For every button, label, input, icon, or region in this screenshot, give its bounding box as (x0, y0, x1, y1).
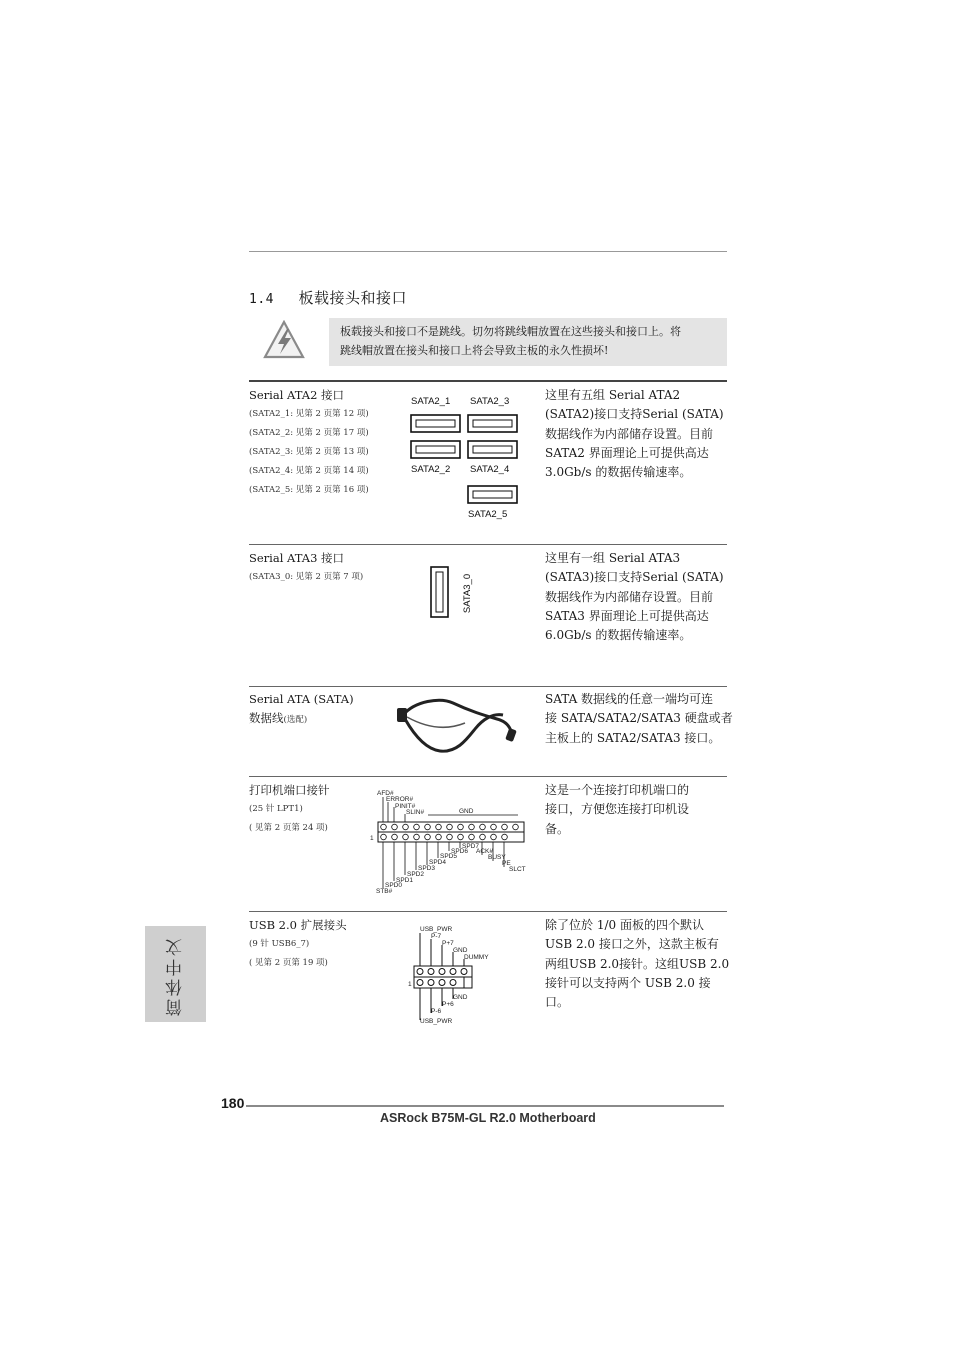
row-divider (249, 544, 727, 545)
usb-refs (249, 935, 328, 973)
lpt-pin-label: SPD7 (462, 843, 479, 850)
lpt-refs (249, 800, 328, 838)
header-rule (249, 251, 727, 252)
sata2-title: Serial ATA2 接口 (249, 388, 345, 402)
sata2-5-label: SATA2_5 (468, 509, 508, 520)
lpt-title: 打印机端口接针 (249, 783, 330, 797)
cable-desc-line: SATA 数据线的任意一端均可连 (545, 692, 714, 706)
table-top-rule (249, 380, 727, 382)
usb-pin1-label: 1 (408, 981, 412, 988)
section-heading (249, 287, 407, 308)
usb-pin-label: USB_PWR (420, 1018, 453, 1025)
page-number: 180 (221, 1095, 245, 1111)
usb-pin-label: P-6 (431, 1008, 442, 1015)
lpt-pin-label: SPD5 (440, 853, 457, 860)
usb-pin-label: DUMMY (464, 954, 489, 961)
lpt-pin-label: SPD2 (407, 871, 424, 878)
usb-pinout-diagram (404, 921, 504, 1029)
usb-desc-line: 两组USB 2.0接针。这组USB 2.0 (545, 956, 730, 971)
sata2-description (545, 386, 724, 482)
usb-title: USB 2.0 扩展接头 (249, 918, 347, 932)
lpt-pin-label: GND (459, 808, 474, 815)
lpt-pin-label: SLCT (509, 866, 526, 873)
usb-desc-line: 口。 (545, 995, 570, 1010)
cable-desc-line: 主板上的 SATA2/SATA3 接口。 (545, 730, 721, 745)
lpt-pin-label: PINIT# (395, 803, 416, 810)
sata3-ref: (SATA3_0: 见第 2 页第 7 项) (249, 572, 364, 582)
sata3-description (545, 549, 724, 645)
lpt-desc-line: 接口，方便您连接打印机设 (545, 802, 690, 817)
cable-title (249, 690, 354, 730)
sata2-ref-3: (SATA2_3: 见第 2 页第 13 项) (249, 447, 369, 457)
lpt-pin-label: AFD# (377, 790, 394, 797)
usb-ref-1: (9 针 USB6_7) (249, 939, 310, 949)
lpt-pinout-diagram (368, 785, 528, 895)
sata3-0-label: SATA3_0 (462, 573, 474, 614)
lpt-ref-1: (25 针 LPT1) (249, 804, 303, 814)
section-number: 1.4 (249, 292, 274, 307)
row-divider (249, 686, 727, 687)
sata2-3-label: SATA2_3 (470, 396, 510, 407)
sata2-desc-line: 3.0Gb/s 的数据传输速率。 (545, 465, 692, 480)
lpt-pin-label: SLIN# (406, 809, 425, 816)
lpt-desc-line: 这是一个连接打印机端口的 (545, 783, 690, 797)
cable-description (545, 690, 733, 748)
lpt-pin-label: ERROR# (386, 796, 414, 803)
warning-triangle-icon (263, 320, 305, 360)
lpt-description (545, 781, 689, 839)
caution-line-2: 跳线帽放置在接头和接口上将会导致主板的永久性损坏! (340, 344, 609, 357)
usb-pin-label: GND (453, 947, 468, 954)
sata3-desc-line: 数据线作为内部储存设置。目前 (545, 589, 714, 604)
sata2-ref-2: (SATA2_2: 见第 2 页第 17 项) (249, 428, 369, 438)
sata-cable-image (395, 693, 520, 758)
language-tab-label: 简体中文 (166, 936, 186, 1016)
usb-pin-label: GND (453, 994, 468, 1001)
usb-ref-2: ( 见第 2 页第 19 项) (249, 958, 328, 968)
sata2-ref-4: (SATA2_4: 见第 2 页第 14 项) (249, 466, 369, 476)
lpt-pin-label: PE (502, 860, 511, 867)
usb-pin-label: USB_PWR (420, 926, 453, 933)
lpt-pin-label: SPD1 (396, 877, 413, 884)
caution-line-1: 板载接头和接口不是跳线。切勿将跳线帽放置在这些接头和接口上。将 (340, 325, 681, 338)
sata2-4-label: SATA2_4 (470, 464, 510, 475)
sata2-desc-line: (SATA2)接口支持Serial (SATA) (545, 407, 724, 422)
sata3-desc-line: 6.0Gb/s 的数据传输速率。 (545, 628, 692, 643)
footer-rule (246, 1105, 724, 1107)
sata3-desc-line: SATA3 界面理论上可提供高达 (545, 608, 709, 623)
lpt-ref-2: ( 见第 2 页第 24 项) (249, 823, 328, 833)
sata3-title: Serial ATA3 接口 (249, 551, 345, 565)
sata2-ref-5: (SATA2_5: 见第 2 页第 16 项) (249, 485, 369, 495)
caution-note (249, 318, 727, 366)
sata2-desc-line: 这里有五组 Serial ATA2 (545, 388, 681, 402)
usb-desc-line: USB 2.0 接口之外，这款主板有 (545, 937, 719, 952)
usb-pin-label: P-7 (431, 933, 442, 940)
product-name: ASRock B75M-GL R2.0 Motherboard (380, 1111, 596, 1125)
cable-desc-line: 接 SATA/SATA2/SATA3 硬盘或者 (545, 711, 733, 726)
usb-description (545, 916, 729, 1012)
lpt-pin-label: BUSY (488, 854, 506, 861)
usb-desc-line: 除了位於 1/0 面板的四个默认 (545, 918, 704, 932)
cable-title-line-2: 数据线 (249, 711, 284, 725)
lpt-pin-label: SPD4 (429, 859, 446, 866)
cable-title-note: (选配) (283, 715, 308, 725)
sata2-2-label: SATA2_2 (411, 464, 451, 475)
section-title: 板载接头和接口 (298, 289, 408, 307)
usb-pin-label: P+7 (442, 940, 454, 947)
usb-desc-line: 接针可以支持两个 USB 2.0 接 (545, 975, 711, 990)
sata2-desc-line: 数据线作为内部储存设置。目前 (545, 426, 714, 441)
cable-title-line-1: Serial ATA (SATA) (249, 692, 354, 706)
sata3-desc-line: (SATA3)接口支持Serial (SATA) (545, 570, 724, 585)
sata2-ref-1: (SATA2_1: 见第 2 页第 12 项) (249, 409, 369, 419)
row-divider (249, 776, 727, 777)
usb-pin-label: P+6 (442, 1001, 454, 1008)
lpt-pin-label: SPD6 (451, 848, 468, 855)
lpt-pin-label: SPD3 (418, 865, 435, 872)
lpt-pin1-label: 1 (370, 835, 374, 842)
lpt-pin-label: SPD0 (385, 882, 402, 889)
sata3-diagram (428, 564, 473, 624)
lpt-pin-label: ACK# (476, 848, 493, 855)
lpt-desc-line: 备。 (545, 821, 570, 836)
lpt-pin-label: STB# (376, 888, 393, 895)
language-side-tab (145, 926, 206, 1022)
sata2-diagram (405, 390, 535, 525)
sata2-1-label: SATA2_1 (411, 396, 451, 407)
sata3-desc-line: 这里有一组 Serial ATA3 (545, 551, 681, 565)
sata2-desc-line: SATA2 界面理论上可提供高达 (545, 445, 709, 460)
row-divider (249, 911, 727, 912)
sata2-refs (249, 405, 369, 500)
